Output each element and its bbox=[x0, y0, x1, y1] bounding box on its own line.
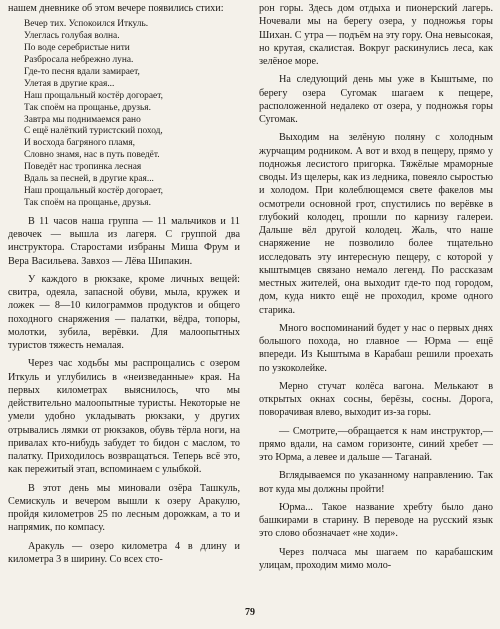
paragraph: Аракуль — озеро километра 4 в длину и километра 3 в ширину. Со всех сто- bbox=[8, 540, 240, 565]
poem-line: Словно знамя, нас в путь поведёт. bbox=[24, 150, 160, 161]
poem-line: Где-то песня вдали замирает, bbox=[24, 66, 140, 77]
poem-line: Вдаль за песней, в другие края... bbox=[24, 174, 154, 185]
paragraph: рон горы. Здесь дом отдыха и пионерский лагерь. Ночевали мы на берегу озера, у подножья горы Шихан. С утра — подъём на эту гору. Она невысокая, но крутая, скалистая. Вокруг раскинулись леса, как зелёное море. bbox=[259, 3, 493, 67]
paragraph: Вглядываемся по указанному направлению. Так вот куда мы должны пройти! bbox=[259, 470, 493, 495]
right-column bbox=[259, 2, 493, 572]
page-number: 79 bbox=[245, 607, 255, 618]
poem-line: Так споём на прощанье, друзья. bbox=[24, 102, 151, 113]
paragraph: У каждого в рюкзаке, кроме личных вещей: свитра, одеяла, запасной обуви, мыла, кружек и ложек — 8—10 килограммов продуктов и общего походного снаряжения — палатки, вёдра, топоры, молотки, зубила, верёвки. Для малоопытных туристов тяжесть немалая. bbox=[8, 273, 240, 351]
poem-line: Наш прощальный костёр догорает, bbox=[24, 185, 163, 196]
paragraph: Мерно стучат колёса вагона. Мелькают в открытых окнах сосны, берёзы, сосны. Дорога, поворачивая влево, выходит из-за горы. bbox=[259, 380, 493, 419]
poem-line: И восхода багряного пламя, bbox=[24, 138, 136, 149]
poem-intro: нашем дневнике об этом вечере появились стихи: bbox=[8, 3, 224, 14]
poem-line: Так споём на прощанье, друзья. bbox=[24, 197, 151, 208]
paragraph: Через час ходьбы мы распрощались с озером Иткуль и углубились в «неизведанные» края. На первых километрах выяснилось, что мы действительно малоопытные туристы. Некоторые не умели удобно укладывать рюкзаки, у других отрывались лямки от рюкзаков, обувь тёрла ноги, на привалах кто-нибудь забудет то бидон с маслом, то палатку. Приходилось возвращаться. Теперь всё это, как пережитый этап, вспоминаем с улыбкой. bbox=[8, 358, 240, 476]
poem-line: С ещё налёткий туристский поход, bbox=[24, 126, 163, 137]
poem-line: По воде серебристые нити bbox=[24, 43, 130, 54]
poem-line: Улетая в другие края... bbox=[24, 78, 115, 89]
paragraph: В 11 часов наша группа — 11 мальчиков и 11 девочек — вышла из лагеря. С группой два инструктора. Старостами избраны Миша Фрум и Вера Васильева. Завхоз — Лёва Шипакин. bbox=[8, 215, 240, 267]
poem-line: Разбросала небрежно луна. bbox=[24, 54, 134, 65]
paragraph: Через полчаса мы шагаем по карабашским улицам, проходим мимо моло- bbox=[259, 546, 493, 571]
left-column bbox=[8, 2, 240, 566]
poem-line: Завтра мы поднимаемся рано bbox=[24, 114, 141, 125]
poem-line: Улеглась голубая волна. bbox=[24, 31, 120, 42]
paragraph: — Смотрите,—обращается к нам инструктор,— прямо вдали, на самом горизонте, синий хребет — это Юрма, а левее и дальше — Таганай. bbox=[259, 425, 493, 463]
poem bbox=[24, 19, 240, 210]
paragraph: На следующий день мы уже в Кыштыме, по берегу озера Сугомак шагаем к пещере, расположенной недалеко от озера, у подножья горы Сугомак. bbox=[259, 74, 493, 125]
paragraph: Юрма... Такое название хребту было дано башкирами в старину. В переводе на русский язык это слово обозначает «не ходи». bbox=[259, 501, 493, 540]
paragraph: В этот день мы миновали озёра Ташкуль, Семискуль и вечером вышли к озеру Аракулю, пройдя километров 25 по лесным дорожкам, а то и напрямик, по компасу. bbox=[8, 482, 240, 534]
paragraph: Выходим на зелёную поляну с холодным журчащим родником. А вот и вход в пещеру, прямо у подножья лесистого пригорка. Тяжёлые мраморные своды. Из щелеры, как из ледника, повеяло сыростью и холодом. При колеблющемся свете факелов мы осмотрели основной грот, спустились по верёвке в глубокий колодец, прошли по карнизу галереи. Дальше вёл другой колодец. Жаль, что наше снаряжение не позволило более тщательно исследовать эту интересную пещеру, с которой у кыштымцев связано немало легенд. По рассказам местных жителей, она выходит где-то под городом, дом, куда никто ещё не проходил, кроме одного старика. bbox=[259, 132, 493, 316]
poem-line: Поведёт нас тропинка лесная bbox=[24, 162, 142, 173]
paragraph: Много воспоминаний будет у нас о первых днях большого похода, но главное — Юрма — ещё впереди. Из Кыштыма в Карабаш решили проехать по узкоколейке. bbox=[259, 322, 493, 374]
poem-line: Вечер тих. Успокоился Иткуль. bbox=[24, 19, 149, 30]
poem-line: Наш прощальный костёр догорает, bbox=[24, 90, 163, 101]
